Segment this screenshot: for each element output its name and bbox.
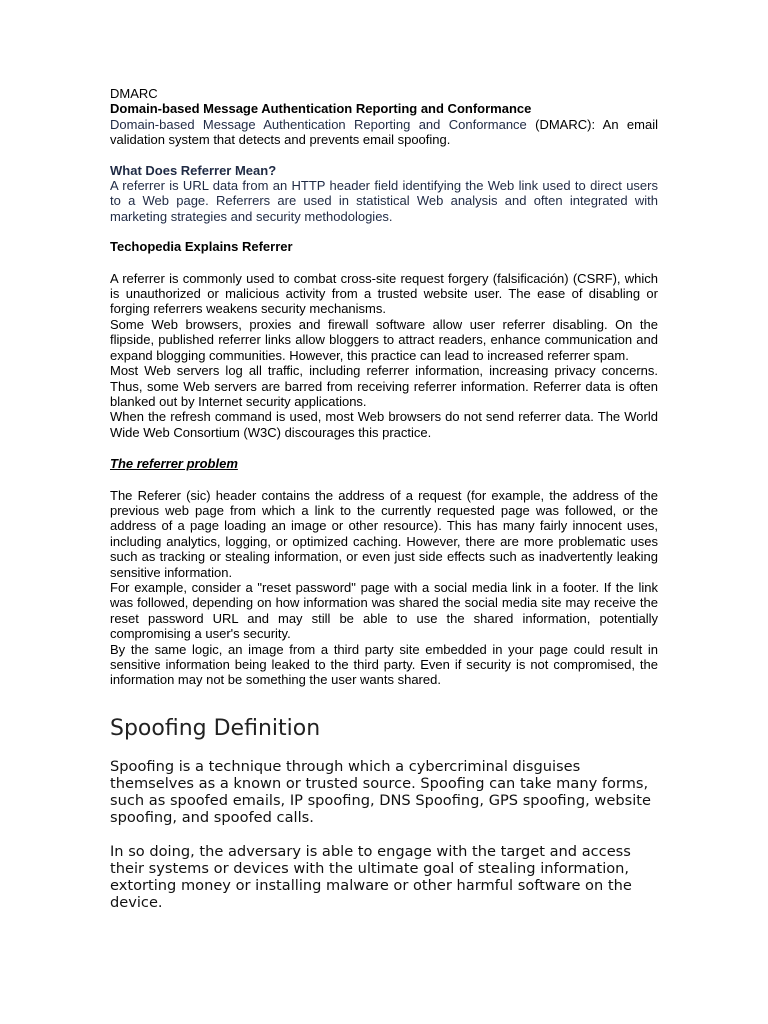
dmarc-description <box>110 117 658 148</box>
spoofing-heading: Spoofing Definition <box>110 715 321 741</box>
dmarc-title: Domain-based Message Authentication Reporting and Conformance <box>110 101 532 117</box>
techopedia-heading: Techopedia Explains Referrer <box>110 239 293 255</box>
techopedia-paragraph: Most Web servers log all traffic, including referrer information, increasing privacy concerns. Thus, some Web servers are barred from receiving referrer information. Referrer data is often blanked out by Internet security applications. <box>110 363 658 409</box>
spoofing-paragraph: In so doing, the adversary is able to engage with the target and access their systems or devices with the ultimate goal of stealing information, extorting money or installing malware or other harmful software on the device. <box>110 842 632 911</box>
document-body <box>110 86 658 911</box>
referrer-problem-paragraph: For example, consider a "reset password" page with a social media link in a footer. If the link was followed, depending on how information was shared the social media site may receive the reset password URL and may still be able to use the shared information, potentially compromising a user's security. <box>110 579 658 642</box>
spacer <box>110 742 658 758</box>
referrer-problem-paragraph: The Referer (sic) header contains the address of a request (for example, the address of the previous web page from which a link to the currently requested page was followed, or the address of a page loading an image or other resource). This has many fairly innocent uses, including analytics, logging, or optimized caching. However, there are more problematic uses such as tracking or stealing information, or even just side effects such as inadvertently leaking sensitive information. <box>110 487 658 580</box>
spacer <box>110 148 658 163</box>
dmarc-description-rest: (DMARC): An email validation system that detects and prevents email spoofing. <box>110 116 658 148</box>
referrer-problem-heading: The referrer problem <box>110 456 238 472</box>
referrer-problem-paragraph: By the same logic, an image from a third party site embedded in your page could result in sensitive information being leaked to the third party. Even if security is not compromised, the information may not be something the user wants shared. <box>110 641 658 688</box>
spacer <box>110 472 658 488</box>
spacer <box>110 440 658 456</box>
techopedia-paragraph: Some Web browsers, proxies and firewall software allow user referrer disabling. On the flipside, published referrer links allow bloggers to attract readers, enhance communication and expand blogging communities. However, this practice can lead to increased referrer spam. <box>110 316 658 363</box>
dmarc-description-link: Domain-based Message Authentication Reporting and Conformance <box>110 116 527 132</box>
spacer <box>110 224 658 239</box>
referrer-definition-text: A referrer is URL data from an HTTP header field identifying the Web link used to direct users to a Web page. Referrers are used in statistical Web analysis and often integrated with marketing strategies and security methodologies. <box>110 178 658 224</box>
dmarc-label: DMARC <box>110 86 158 101</box>
referrer-definition-heading: What Does Referrer Mean? <box>110 162 277 178</box>
spoofing-paragraph: Spoofing is a technique through which a cybercriminal disguises themselves as a known or trusted source. Spoofing can take many forms, such as spoofed emails, IP spoofing, DNS Spoofing, GPS spoofing, website spoofing, and spoofed calls. <box>110 757 651 826</box>
spacer <box>110 255 658 271</box>
techopedia-paragraph: When the refresh command is used, most Web browsers do not send referrer data. The World Wide Web Consortium (W3C) discourages this practice. <box>110 409 658 440</box>
spacer <box>110 688 658 716</box>
spacer <box>110 826 658 843</box>
techopedia-paragraph: A referrer is commonly used to combat cross-site request forgery (falsificación) (CSRF), which is unauthorized or malicious activity from a trusted website user. The ease of disabling or forging referrers weakens security mechanisms. <box>110 270 658 317</box>
